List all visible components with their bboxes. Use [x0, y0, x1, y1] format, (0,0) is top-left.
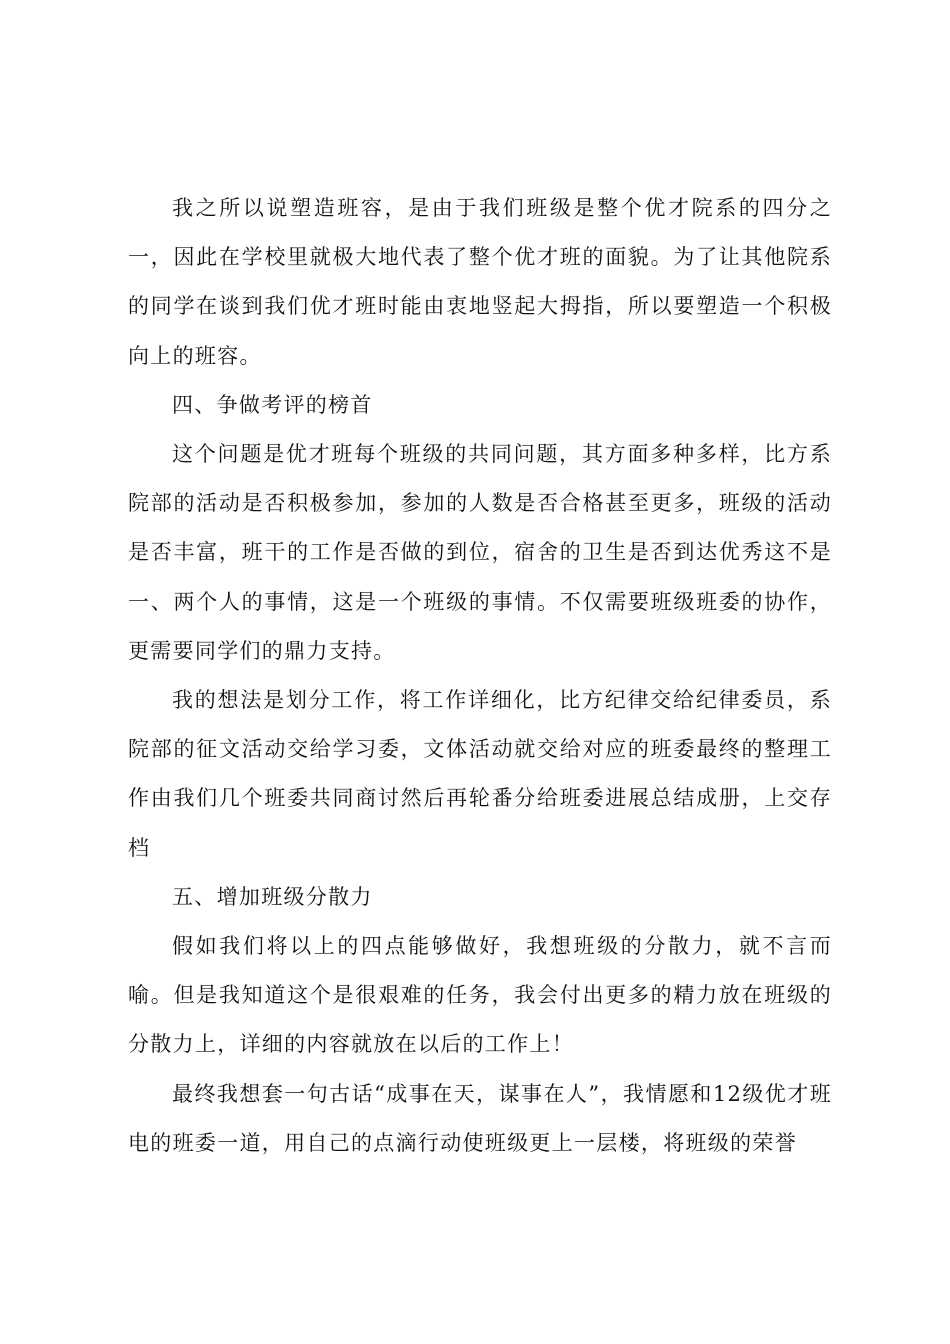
paragraph-cohesion: 假如我们将以上的四点能够做好，我想班级的分散力，就不言而喻。但是我知道这个是很艰难的任务，我会付出更多的精力放在班级的分散力上，详细的内容就放在以后的工作上！: [128, 934, 832, 1057]
section-heading-4: 四、争做考评的榜首: [172, 392, 373, 417]
paragraph-evaluation: 这个问题是优才班每个班级的共同问题，其方面多种多样，比方系院部的活动是否积极参加，参加的人数是否合格甚至更多，班级的活动是否丰富，班干的工作是否做的到位，宿舍的卫生是否到达优秀这不是一、两个人的事情，这是一个班级的事情。不仅需要班级班委的协作，更需要同学们的鼎力支持。: [128, 442, 832, 663]
paragraph-closing: 最终我想套一句古话“成事在天，谋事在人”，我情愿和12级优才班电的班委一道，用自己的点滴行动使班级更上一层楼，将班级的荣誉: [128, 1081, 832, 1155]
section-heading-5: 五、增加班级分散力: [172, 884, 373, 909]
document-body: [128, 184, 832, 1168]
paragraph-work-division: 我的想法是划分工作，将工作详细化，比方纪律交给纪律委员，系院部的征文活动交给学习委，文体活动就交给对应的班委最终的整理工作由我们几个班委共同商讨然后再轮番分给班委进展总结成册，上交存档: [128, 688, 832, 860]
paragraph-class-image: 我之所以说塑造班容，是由于我们班级是整个优才院系的四分之一，因此在学校里就极大地代表了整个优才班的面貌。为了让其他院系的同学在谈到我们优才班时能由衷地竖起大拇指，所以要塑造一个积极向上的班容。: [128, 196, 832, 368]
